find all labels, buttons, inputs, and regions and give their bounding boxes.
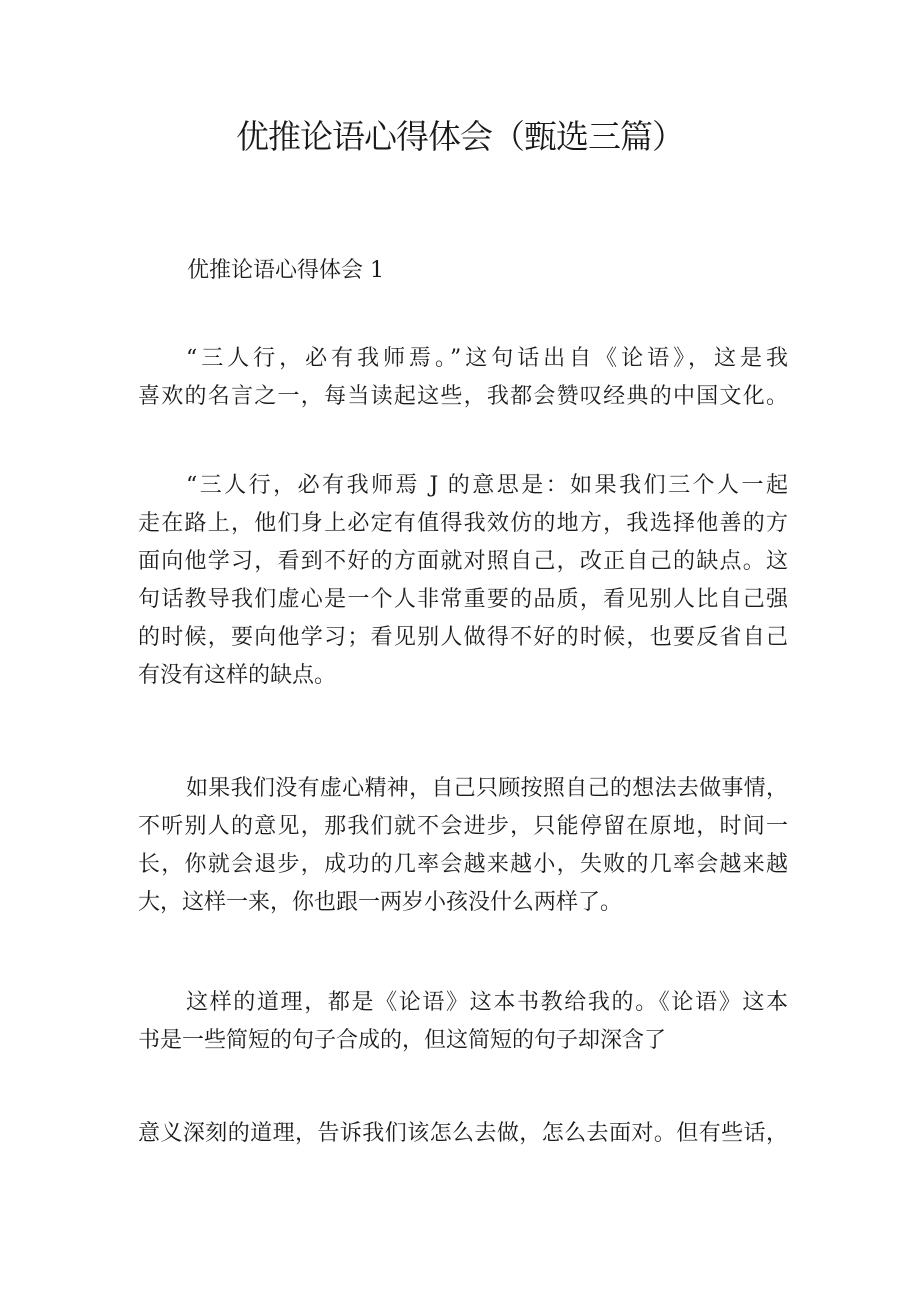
paragraph-line: 有没有这样的缺点。 (138, 663, 337, 688)
paragraph-1 (138, 340, 788, 416)
section-heading: 优推论语心得体会 1 (187, 258, 384, 283)
paragraph-line: 的时候，要向他学习；看见别人做得不好的时候，也要反省自己 (138, 625, 788, 650)
paragraph-line: 面向他学习，看到不好的方面就对照自己，改正自己的缺点。这 (138, 549, 788, 574)
paragraph-line: 大，这样一来，你也跟一两岁小孩没什么两样了。 (138, 890, 623, 915)
paragraph-line: 不听别人的意见，那我们就不会进步，只能停留在原地，时间一 (138, 814, 788, 839)
paragraph-2 (138, 467, 788, 695)
paragraph-line: 长，你就会退步，成功的几率会越来越小，失败的几率会越来越 (138, 852, 788, 877)
paragraph-line: 喜欢的名言之一，每当读起这些，我都会赞叹经典的中国文化。 (138, 384, 788, 409)
paragraph-line: 句话教导我们虚心是一个人非常重要的品质，看见别人比自己强 (138, 587, 788, 612)
paragraph-line: “三人行，必有我师焉 J 的意思是：如果我们三个人一起 (186, 473, 788, 498)
paragraph-line: 如果我们没有虚心精神，自己只顾按照自己的想法去做事情， (186, 776, 788, 801)
paragraph-5 (138, 1115, 788, 1153)
paragraph-line: 意义深刻的道理，告诉我们该怎么去做，怎么去面对。但有些话， (138, 1121, 788, 1146)
document-title: 优推论语心得体会（甄选三篇） (236, 117, 684, 156)
paragraph-3 (138, 770, 788, 922)
paragraph-line: “三人行，必有我师焉。”这句话出自《论语》，这是我 (186, 346, 788, 371)
paragraph-line: 走在路上，他们身上必定有值得我效仿的地方，我选择他善的方 (138, 511, 788, 536)
paragraph-line: 书是一些简短的句子合成的，但这简短的句子却深含了 (138, 1028, 667, 1053)
paragraph-4 (138, 984, 788, 1060)
paragraph-line: 这样的道理，都是《论语》这本书教给我的。《论语》这本 (186, 990, 788, 1015)
